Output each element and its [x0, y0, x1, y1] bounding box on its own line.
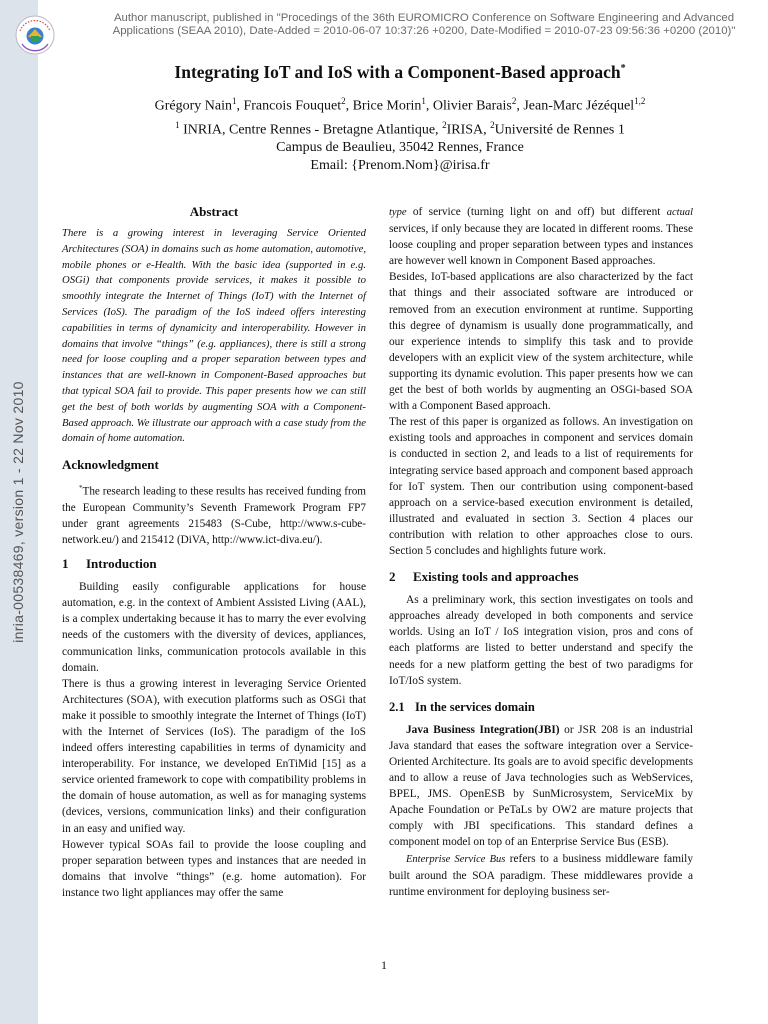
- hal-identifier: inria-00538469, version 1 - 22 Nov 2010: [10, 381, 26, 643]
- affiliations: $^1$ INRIA, Centre Rennes - Bretagne Atlantique, $^2$IRISA, $^2$Université de Rennes 1: [175, 119, 625, 138]
- left-column: [62, 204, 366, 901]
- conference-seal-icon: [14, 14, 56, 56]
- address: Campus de Beaulieu, 35042 Rennes, France: [276, 140, 524, 156]
- subsection-heading-services: 2.1 In the services domain: [389, 699, 535, 714]
- email: Email: {Prenom.Nom}@irisa.fr: [310, 158, 490, 174]
- right-column: [389, 204, 693, 900]
- acknowledgment-text: *The research leading to these results has received funding from the European Community’s Seventh Framework Program FP7 under grant agreements 215483 (S-Cube, http://www.s-cube-network.eu/) and 215412 (DiVA, http://www.ict-diva.eu/).: [62, 484, 366, 547]
- esb-paragraph: Enterprise Service Bus refers to a business middleware family built around the SOA paradigm. These middlewares provide a runtime environment for deploying business ser-: [389, 852, 693, 898]
- section-heading-introduction: 1 Introduction: [62, 556, 157, 572]
- author-list: Grégory Nain$^1$, Francois Fouquet$^2$, Brice Morin$^1$, Olivier Barais$^2$, Jean-Marc Jézéquel$^{1,2}$: [154, 96, 646, 114]
- hal-sidebar: [0, 0, 38, 1024]
- intro-paragraph-3: However typical SOAs fail to provide the loose coupling and proper separation between types and instances that are needed in domains that involve “things” (e.g. home automation). For instance two light appliances may offer the same: [62, 838, 366, 899]
- author-block: [60, 92, 740, 175]
- page-number: 1: [381, 958, 387, 972]
- manuscript-note: Author manuscript, published in "Procedings of the 36th EUROMICRO Conference on Software Engineering and Advanced Applications (SEAA 2010), Date-Added = 2010-06-07 10:37:26 +0200, Date-Modified = 2010-07-23 09:56:36 +0200 (2010)": [112, 12, 736, 37]
- abstract-heading: Abstract: [189, 204, 239, 219]
- intro-paragraph-5: The rest of this paper is organized as follows. An investigation on existing tools and approaches in component and services domain is conducted in section 2, and leads to a list of requirements for integrating service based approach and component based approach for IoT system. Then our contribution using component-based approach on a service-based execution environment is detailed, illustrated and evaluated in section 3. Section 4 places our contribution with relation to other approaches close to ours. Section 5 concludes and highlights future work.: [389, 416, 693, 557]
- acknowledgment-heading: Acknowledgment: [62, 457, 159, 473]
- intro-continuation: type of service (turning light on and off) but different actual services, if only because they are located in different rooms. These loose coupling and proper separation between types and instances are however well known in Component Based approaches.: [389, 206, 694, 268]
- intro-paragraph-2: There is thus a growing interest in leveraging Service Oriented Architectures (SOA), with execution platforms such as OSGi that make it possible to smoothly integrate the Internet of Things (IoT) with the Internet of Services (IoS). The paradigm of the IoS indeed offers interesting capabilities in terms of dynamicity and interoperability. For instance, we developed EnTiMid [15] as a service oriented framework to cope with compatibility problems in the domain of house automation, as well as for managing systems (devices, versions, communication links) and their configuration in an easy and unified way.: [62, 677, 366, 835]
- existing-paragraph: As a preliminary work, this section investigates on tools and approaches already developed in both components and service worlds. Using an IoT / IoS integration vision, pros and cons of each platforms are listed to better understand and specify the needs for a new platform getting the best of two paradigms for IoT/IoS system.: [389, 594, 693, 687]
- section-heading-existing-tools: 2 Existing tools and approaches: [389, 569, 579, 585]
- jbi-paragraph: Java Business Integration(JBI) or JSR 208 is an industrial Java standard that eases the software integration over a Service-Oriented Architecture. Its goals are to avoid specific developments and to allow a reuse of Java technologies such as WebServices, BPEL, JMS. OpenESB by SunMicrosystem, ServiceMix by Apache Foundation or PeTaLs by OW2 are mature projects that comply with JBI specifications. This standard defines a component model on top of an Enterprise Service Bus (ESB).: [389, 723, 693, 849]
- abstract-text: There is a growing interest in leveraging Service Oriented Architectures (SOA) in domains such as home automation, automotive, mobile phones or e-Health. With the basic idea (supported in e.g. OSGi) that components provide services, it makes it possible to smoothly integrate the Internet of Things (IoT) with the Internet of Services (IoS). The paradigm of the IoS indeed offers interesting capabilities in terms of dynamicity and interoperability. However in domains that involve “things” (e.g. appliances), there is still a strong need for loose coupling and a proper separation between types and instances that are well-known in Component-Based approaches but that typical SOA fail to provide. This paper presents how we can still get the best of both worlds by augmenting SOA with a Component-Based approach. We illustrate our approach with a case study from the domain of home automation.: [62, 227, 366, 445]
- paper-title: Integrating IoT and IoS with a Component-Based approach*: [174, 62, 626, 82]
- intro-paragraph-1: Building easily configurable applications for house automation, e.g. in the context of Ambient Assisted Living (AAL), is a complex undertaking because it has to marry the ever evolving needs of the customers with the diversity of devices, appliances, communication links, communication protocols available in this domain.: [62, 581, 366, 674]
- intro-paragraph-4: Besides, IoT-based applications are also characterized by the fact that things and their associated software are introduced or removed from an execution environment at runtime. Supporting this degree of dynamism is usually done programmatically, and our experience intends to simplify this task and to provide developers with an explicit view of the system architecture, while supporting its dynamic evolution. This paper presents how we can get the best of both worlds by augmenting an OSGi-based SOA with a Component Based approach.: [389, 271, 693, 413]
